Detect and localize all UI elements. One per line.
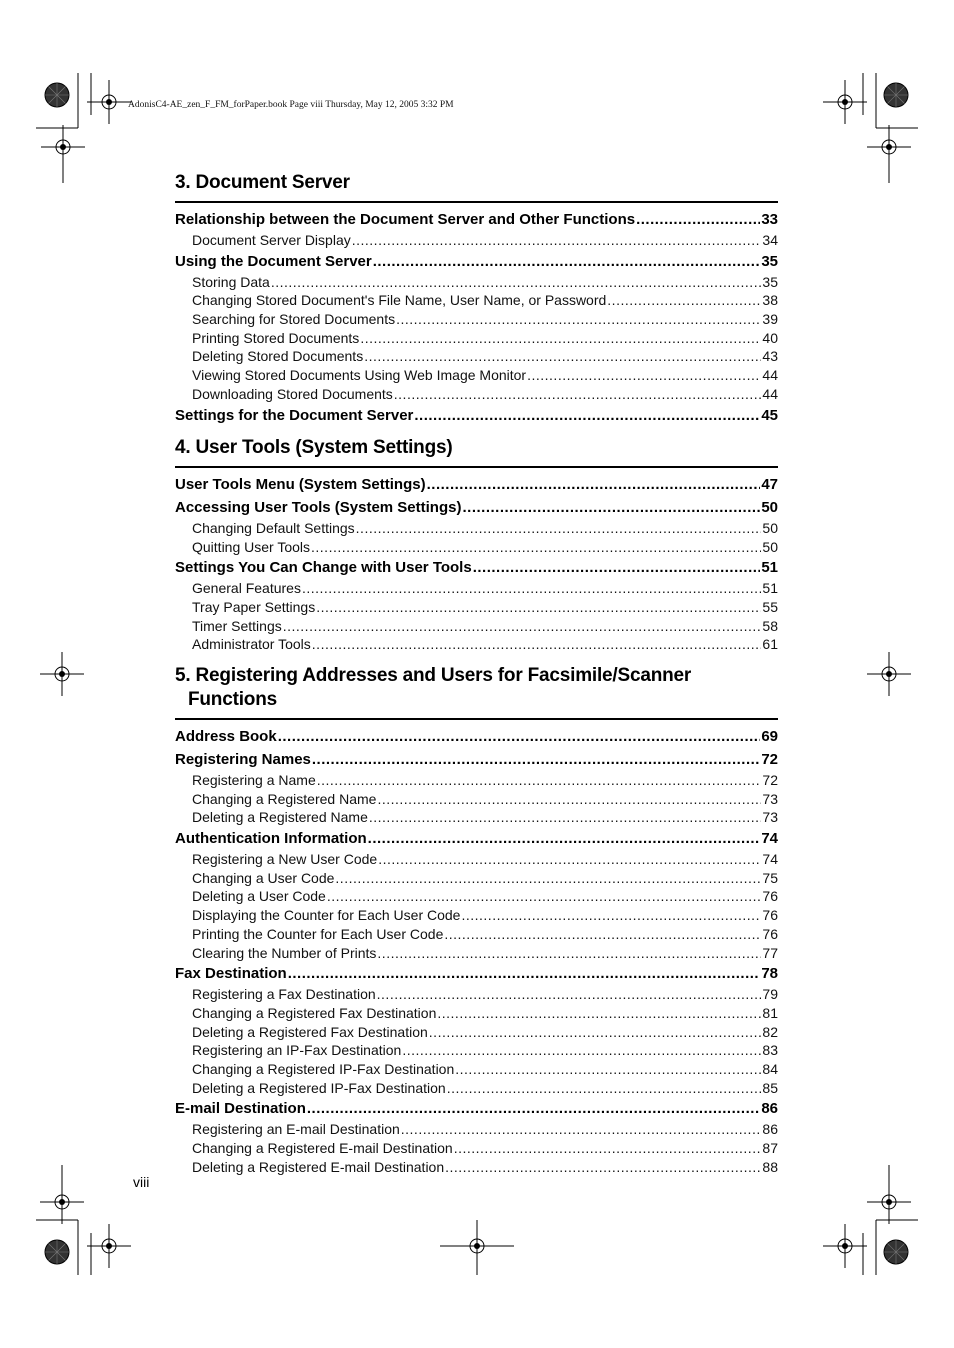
toc-entry-page-number: 45: [761, 406, 778, 424]
toc-entry-label: Tray Paper Settings: [192, 599, 316, 616]
toc-entry-sub[interactable]: [175, 790, 778, 809]
toc-dot-leader: [437, 1004, 761, 1023]
toc-entry-sub[interactable]: [175, 273, 778, 292]
toc-entry-sub[interactable]: [175, 1023, 778, 1042]
toc-entry-label: Registering a New User Code: [192, 851, 378, 868]
toc-dot-leader: [377, 985, 762, 1004]
toc-entry-main[interactable]: [175, 251, 778, 273]
toc-entry-sub[interactable]: [175, 598, 778, 617]
toc-entry-page-number: 47: [761, 476, 778, 493]
toc-dot-leader: [636, 209, 760, 231]
toc-entry-page-number: 44: [762, 385, 778, 402]
toc-entry-label: Timer Settings: [192, 617, 282, 634]
toc-entry-sub[interactable]: [175, 906, 778, 925]
toc-section-document-server: [175, 171, 778, 427]
toc-entry-label: Address Book: [175, 728, 277, 745]
toc-entry-label: Clearing the Number of Prints: [192, 944, 377, 961]
toc-dot-leader: [427, 474, 761, 496]
toc-entry-label: Registering an IP-Fax Destination: [192, 1042, 402, 1059]
toc-entry-label: E-mail Destination: [175, 1100, 306, 1118]
toc-entries: [175, 209, 778, 427]
toc-entry-sub[interactable]: [175, 1004, 778, 1023]
toc-entry-main[interactable]: [175, 474, 778, 496]
toc-entry-label: Changing a User Code: [192, 869, 335, 886]
toc-entry-label: Deleting a Registered E-mail Destination: [192, 1158, 445, 1175]
toc-dot-leader: [317, 771, 762, 790]
toc-dot-leader: [394, 385, 762, 404]
crop-mark-bottom-right: [823, 1165, 918, 1275]
toc-dot-leader: [360, 329, 761, 348]
toc-entry-label: Registering an E-mail Destination: [192, 1121, 400, 1138]
toc-entry-page-number: 43: [762, 348, 778, 365]
toc-entry-label: Administrator Tools: [192, 636, 311, 653]
toc-entry-label: Quitting User Tools: [192, 538, 311, 555]
toc-entry-main[interactable]: [175, 405, 778, 427]
toc-entry-page-number: 88: [762, 1158, 778, 1175]
chapter-rule: [175, 201, 778, 203]
toc-entry-label: Displaying the Counter for Each User Code: [192, 907, 461, 924]
toc-entry-main[interactable]: [175, 497, 778, 519]
toc-entry-sub[interactable]: [175, 385, 778, 404]
toc-entry-page-number: 74: [761, 830, 778, 848]
toc-dot-leader: [307, 1098, 760, 1120]
toc-dot-leader: [311, 538, 761, 557]
toc-entry-sub[interactable]: [175, 771, 778, 790]
toc-entry-main[interactable]: [175, 963, 778, 985]
toc-entry-sub[interactable]: [175, 366, 778, 385]
toc-entry-label: Settings for the Document Server: [175, 406, 414, 424]
toc-dot-leader: [283, 617, 762, 636]
toc-entry-label: Printing Stored Documents: [192, 329, 360, 346]
toc-entry-label: Changing a Registered Fax Destination: [192, 1004, 437, 1021]
toc-entry-page-number: 73: [762, 790, 778, 807]
chapter-title-line2: Functions: [188, 689, 277, 710]
toc-dot-leader: [454, 1139, 762, 1158]
crop-mark-top-left: [36, 73, 131, 183]
toc-dot-leader: [429, 1023, 762, 1042]
toc-entry-label: Deleting a Registered Name: [192, 809, 368, 826]
crop-mark-top-right: [823, 73, 918, 183]
toc-entry-page-number: 44: [762, 367, 778, 384]
toc-entry-page-number: 35: [762, 273, 778, 290]
chapter-rule: [175, 718, 778, 720]
toc-entry-page-number: 35: [761, 252, 778, 270]
toc-entry-label: Using the Document Server: [175, 252, 372, 270]
toc-entry-label: Registering Names: [175, 751, 311, 768]
toc-entry-label: Accessing User Tools (System Settings): [175, 499, 462, 516]
toc-entry-page-number: 39: [762, 311, 778, 328]
toc-entry-sub[interactable]: [175, 635, 778, 654]
toc-entry-sub[interactable]: [175, 1158, 778, 1177]
toc-dot-leader: [278, 726, 761, 748]
toc-entry-label: Changing a Registered E-mail Destination: [192, 1140, 453, 1156]
toc-entry-sub[interactable]: [175, 869, 778, 888]
toc-entry-page-number: 58: [762, 617, 778, 634]
toc-dot-leader: [402, 1041, 761, 1060]
toc-dot-leader: [327, 887, 762, 906]
toc-dot-leader: [447, 1079, 762, 1098]
toc-dot-leader: [455, 1060, 761, 1079]
toc-entry-label: Registering a Name: [192, 772, 316, 788]
toc-entry-page-number: 51: [762, 580, 778, 597]
toc-entry-page-number: 55: [762, 599, 778, 616]
toc-entry-main[interactable]: [175, 1098, 778, 1120]
toc-dot-leader: [378, 850, 761, 869]
toc-dot-leader: [364, 347, 761, 366]
toc-entry-sub[interactable]: [175, 925, 778, 944]
toc-entry-page-number: 61: [762, 636, 778, 653]
toc-dot-leader: [527, 366, 761, 385]
toc-entry-sub[interactable]: [175, 1120, 778, 1139]
toc-entry-page-number: 76: [762, 907, 778, 924]
toc-entries: [175, 474, 778, 654]
toc-dot-leader: [335, 869, 761, 888]
toc-entry-page-number: 38: [762, 292, 778, 309]
toc-entry-label: Downloading Stored Documents: [192, 385, 393, 402]
toc-entry-label: Searching for Stored Documents: [192, 311, 396, 328]
toc-entry-label: Changing Default Settings: [192, 520, 355, 536]
toc-entry-page-number: 50: [761, 499, 778, 516]
toc-dot-leader: [401, 1120, 762, 1139]
toc-entry-page-number: 87: [762, 1140, 778, 1156]
toc-entry-label: Changing Stored Document's File Name, User Name, or Password: [192, 292, 607, 309]
toc-entry-page-number: 50: [762, 520, 778, 536]
toc-entry-label: Changing a Registered Name: [192, 790, 377, 807]
toc-dot-leader: [369, 808, 762, 827]
chapter-title-line1: 4. User Tools (System Settings): [175, 437, 453, 458]
toc-entry-sub[interactable]: [175, 231, 778, 250]
toc-entry-sub[interactable]: [175, 1139, 778, 1158]
toc-dot-leader: [607, 291, 761, 310]
toc-dot-leader: [445, 1158, 761, 1177]
toc-entry-label: Deleting a Registered Fax Destination: [192, 1023, 428, 1040]
toc-dot-leader: [312, 749, 760, 771]
toc-dot-leader: [396, 310, 761, 329]
toc-entry-page-number: 72: [762, 772, 778, 788]
toc-entry-label: Deleting a User Code: [192, 888, 326, 905]
toc-entry-label: Document Server Display: [192, 232, 351, 248]
toc-dot-leader: [377, 790, 761, 809]
toc-entry-main[interactable]: [175, 557, 778, 579]
toc-entry-page-number: 69: [761, 728, 778, 745]
toc-entry-page-number: 79: [762, 986, 778, 1003]
toc-entry-main[interactable]: [175, 828, 778, 850]
toc-dot-leader: [271, 273, 762, 292]
toc-entry-sub[interactable]: [175, 579, 778, 598]
chapter-title: [175, 171, 778, 201]
toc-entry-page-number: 84: [762, 1060, 778, 1077]
chapter-rule: [175, 466, 778, 468]
toc-entry-sub[interactable]: [175, 538, 778, 557]
toc-dot-leader: [288, 963, 761, 985]
toc-dot-leader: [462, 497, 760, 519]
toc-dot-leader: [444, 925, 761, 944]
toc-entry-label: Registering a Fax Destination: [192, 986, 376, 1003]
toc-dot-leader: [352, 231, 762, 250]
toc-entry-label: Deleting Stored Documents: [192, 348, 364, 365]
toc-entry-label: Authentication Information: [175, 830, 367, 848]
toc-section-user-tools: [175, 436, 778, 654]
toc-dot-leader: [473, 557, 761, 579]
crop-mark-bottom-center: [440, 1220, 514, 1275]
toc-entry-main[interactable]: [175, 726, 778, 748]
toc-entry-label: Settings You Can Change with User Tools: [175, 559, 472, 577]
toc-entry-sub[interactable]: [175, 850, 778, 869]
print-header-line: AdonisC4-AE_zen_F_FM_forPaper.book Page viii Thursday, May 12, 2005 3:32 PM: [128, 100, 454, 110]
toc-entry-sub[interactable]: [175, 1079, 778, 1098]
toc-dot-leader: [356, 519, 762, 538]
toc-dot-leader: [373, 251, 761, 273]
toc-entry-label: Relationship between the Document Server and Other Functions: [175, 211, 636, 228]
toc-entry-label: Changing a Registered IP-Fax Destination: [192, 1060, 455, 1077]
crop-mark-middle-left: [40, 652, 84, 696]
toc-entry-main[interactable]: [175, 749, 778, 771]
toc-entry-label: General Features: [192, 580, 301, 597]
toc-entry-label: Deleting a Registered IP-Fax Destination: [192, 1079, 446, 1096]
toc-dot-leader: [368, 828, 761, 850]
toc-entry-page-number: 72: [761, 751, 778, 768]
toc-entry-page-number: 51: [761, 559, 778, 577]
toc-entry-page-number: 78: [761, 965, 778, 983]
toc-dot-leader: [312, 635, 762, 654]
toc-entry-page-number: 81: [762, 1004, 778, 1021]
toc-entry-page-number: 76: [762, 925, 778, 942]
toc-dot-leader: [316, 598, 761, 617]
toc-dot-leader: [302, 579, 761, 598]
toc-entry-page-number: 75: [762, 869, 778, 886]
toc-entry-page-number: 77: [762, 944, 778, 961]
toc-dot-leader: [377, 944, 761, 963]
toc-entry-sub[interactable]: [175, 887, 778, 906]
chapter-title-line1: 5. Registering Addresses and Users for Facsimile/Scanner: [175, 665, 692, 686]
toc-entry-sub[interactable]: [175, 808, 778, 827]
page-number: viii: [133, 1174, 150, 1190]
toc-entry-page-number: 83: [762, 1042, 778, 1059]
toc-dot-leader: [461, 906, 761, 925]
toc-entry-sub[interactable]: [175, 329, 778, 348]
toc-entry-sub[interactable]: [175, 310, 778, 329]
toc-entry-page-number: 34: [762, 232, 778, 248]
toc-entry-label: Storing Data: [192, 273, 270, 290]
toc-entry-page-number: 86: [762, 1121, 778, 1138]
chapter-title: [175, 664, 778, 718]
toc-entry-label: Viewing Stored Documents Using Web Image Monitor: [192, 367, 527, 384]
toc-entry-page-number: 73: [762, 809, 778, 826]
toc-entry-page-number: 50: [762, 538, 778, 555]
toc-entry-page-number: 76: [762, 888, 778, 905]
toc-entry-page-number: 82: [762, 1023, 778, 1040]
toc-section-registering-addresses: [175, 664, 778, 1176]
chapter-title: [175, 436, 778, 466]
crop-mark-middle-right: [867, 652, 911, 696]
toc-entry-page-number: 85: [762, 1079, 778, 1096]
toc-dot-leader: [414, 405, 760, 427]
toc-entry-sub[interactable]: [175, 985, 778, 1004]
toc-entry-label: Printing the Counter for Each User Code: [192, 925, 444, 942]
chapter-title-line1: 3. Document Server: [175, 172, 350, 193]
toc-entry-sub[interactable]: [175, 617, 778, 636]
crop-mark-bottom-left: [36, 1165, 131, 1275]
toc-entries: [175, 726, 778, 1176]
toc-entry-label: User Tools Menu (System Settings): [175, 476, 426, 493]
toc-entry-sub[interactable]: [175, 519, 778, 538]
toc-entry-page-number: 33: [761, 211, 778, 228]
toc-entry-main[interactable]: [175, 209, 778, 231]
toc-entry-page-number: 40: [762, 329, 778, 346]
toc-entry-sub[interactable]: [175, 1060, 778, 1079]
toc-entry-page-number: 74: [762, 851, 778, 868]
toc-entry-sub[interactable]: [175, 944, 778, 963]
toc-entry-sub[interactable]: [175, 347, 778, 366]
toc-entry-page-number: 86: [761, 1100, 778, 1118]
toc-entry-label: Fax Destination: [175, 965, 287, 983]
toc-entry-sub[interactable]: [175, 291, 778, 310]
toc-entry-sub[interactable]: [175, 1041, 778, 1060]
